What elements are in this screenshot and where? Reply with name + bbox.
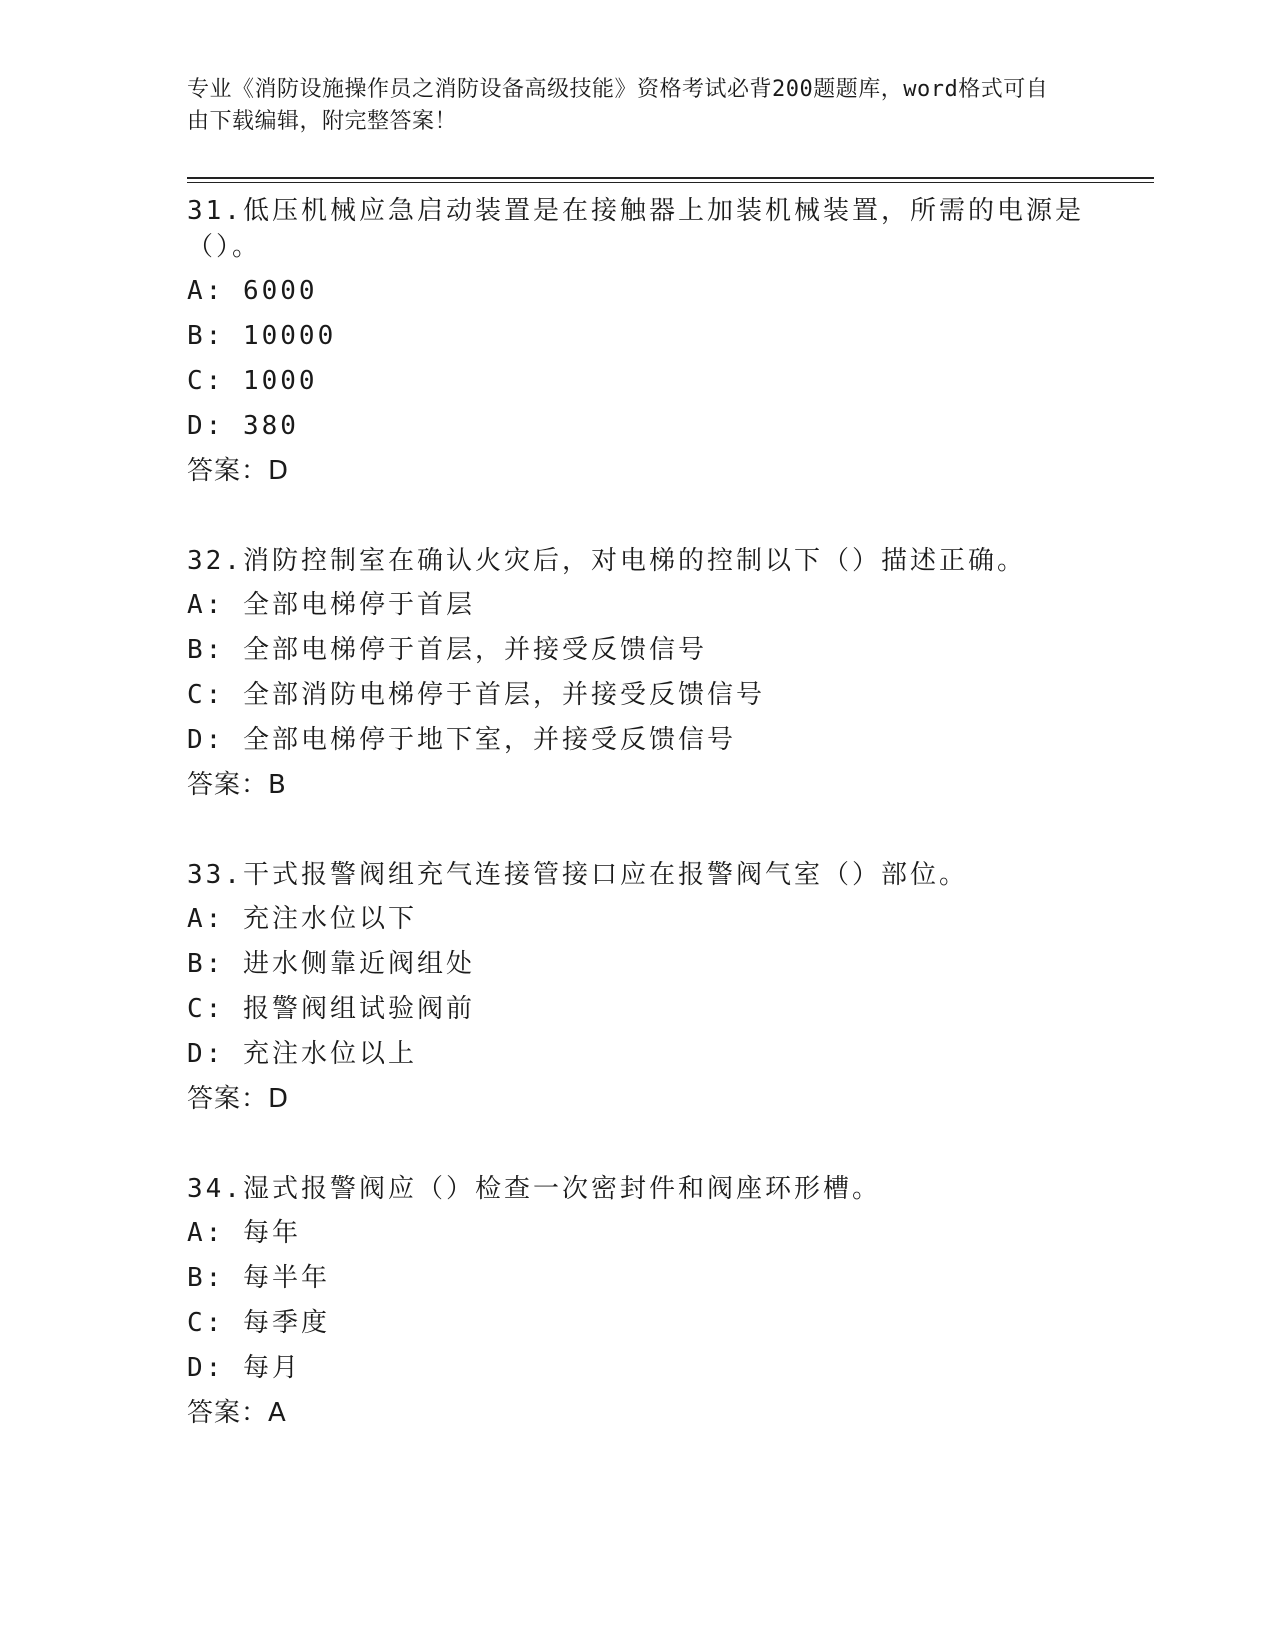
question-spacer xyxy=(187,1116,1087,1168)
option-c: C: 全部消防电梯停于首层，并接受反馈信号 xyxy=(187,680,765,710)
option-d: D: 充注水位以上 xyxy=(187,1039,417,1069)
option-d: D: 全部电梯停于地下室，并接受反馈信号 xyxy=(187,725,736,755)
header-divider-thick xyxy=(187,177,1154,179)
option-a: A: 6000 xyxy=(187,276,318,306)
question-spacer xyxy=(187,488,1087,540)
option-d: D: 每月 xyxy=(187,1353,301,1383)
option-a: A: 全部电梯停于首层 xyxy=(187,590,475,620)
question-stem: 32.消防控制室在确认火灾后，对电梯的控制以下（）描述正确。 xyxy=(187,546,1026,576)
header-divider-thin xyxy=(187,182,1154,183)
option-c: C: 每季度 xyxy=(187,1308,330,1338)
question-stem: 31.低压机械应急启动装置是在接触器上加装机械装置，所需的电源是（）。 xyxy=(187,196,1084,262)
option-b: B: 进水侧靠近阀组处 xyxy=(187,949,475,979)
question-list xyxy=(187,190,1087,1430)
option-b: B: 每半年 xyxy=(187,1263,330,1293)
answer-line: 答案：B xyxy=(187,770,287,800)
question-31 xyxy=(187,193,1087,488)
answer-line: 答案：D xyxy=(187,1084,290,1114)
question-32 xyxy=(187,543,1087,802)
answer-line: 答案：A xyxy=(187,1398,287,1428)
option-d: D: 380 xyxy=(187,411,299,441)
option-b: B: 10000 xyxy=(187,321,337,351)
option-a: A: 每年 xyxy=(187,1218,301,1248)
question-stem: 33.干式报警阀组充气连接管接口应在报警阀气室（）部位。 xyxy=(187,860,968,890)
question-33 xyxy=(187,857,1087,1116)
question-spacer xyxy=(187,802,1087,854)
option-c: C: 报警阀组试验阀前 xyxy=(187,994,475,1024)
option-c: C: 1000 xyxy=(187,366,318,396)
option-a: A: 充注水位以下 xyxy=(187,904,417,934)
document-header: 专业《消防设施操作员之消防设备高级技能》资格考试必背200题题库，word格式可自由下载编辑，附完整答案！ xyxy=(187,77,1049,134)
option-b: B: 全部电梯停于首层，并接受反馈信号 xyxy=(187,635,707,665)
answer-line: 答案：D xyxy=(187,456,290,486)
question-34 xyxy=(187,1171,1087,1430)
question-stem: 34.湿式报警阀应（）检查一次密封件和阀座环形槽。 xyxy=(187,1174,881,1204)
